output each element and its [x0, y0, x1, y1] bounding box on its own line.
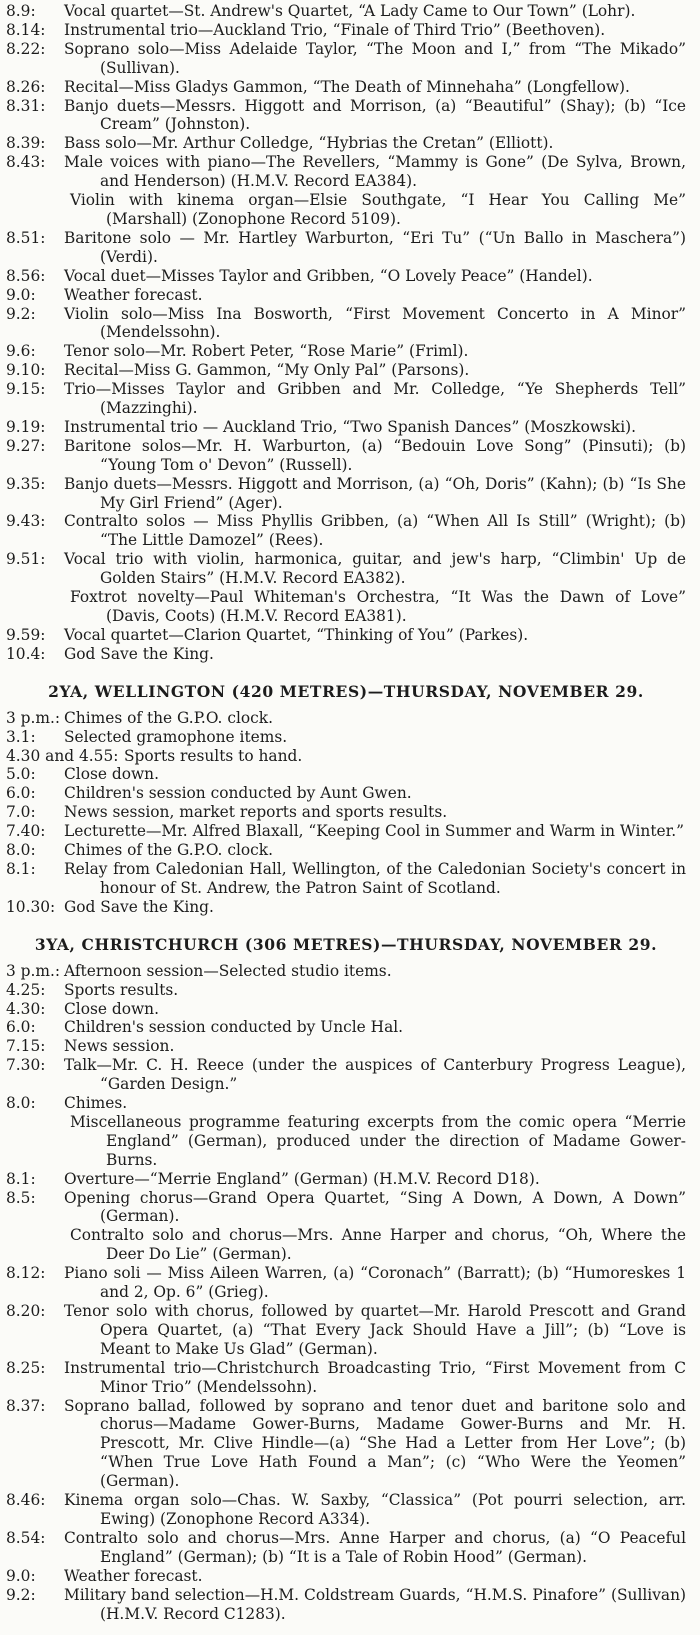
entry-text: Sports results to hand.	[124, 746, 303, 765]
entry-time: 4.30:	[6, 999, 46, 1018]
entry-text: Chimes of the G.P.O. clock.	[64, 841, 273, 860]
entry-time: 9.51:	[6, 550, 46, 569]
entry-time: 9.15:	[6, 380, 46, 399]
programme-entry	[6, 1189, 686, 1227]
programme-entry	[6, 97, 686, 135]
entry-text: Children's session conducted by Uncle Hal.	[64, 1018, 404, 1037]
entry-time: 8.14:	[6, 20, 46, 39]
entry-text: Military band selection—H.M. Coldstream Guards, “H.M.S. Pinafore” (Sullivan) (H.M.V. Record C1283).	[64, 1585, 686, 1623]
entry-text: Contralto solo and chorus—Mrs. Anne Harper and chorus, (a) “O Peaceful England” (German); (b) “It is a Tale of Robin Hood” (German).	[64, 1528, 686, 1566]
programme-entry	[6, 588, 686, 626]
entry-text: Lecturette—Mr. Alfred Blaxall, “Keeping Cool in Summer and Warm in Winter.”	[64, 822, 685, 841]
entry-text: Tenor solo with chorus, followed by quartet—Mr. Harold Prescott and Grand Opera Quartet, (a) “That Every Jack Should Have a Jill”; (b) “Love is Meant to Make Us Glad” (German).	[64, 1302, 686, 1358]
entry-time: 6.0:	[6, 1018, 36, 1037]
programme-entry	[6, 134, 686, 153]
entry-text: News session.	[64, 1037, 175, 1056]
section-title-2ya: 2YA, WELLINGTON (420 METRES)—THURSDAY, NOVEMBER 29.	[48, 681, 644, 701]
entry-text: Banjo duets—Messrs. Higgott and Morrison, (a) “Oh, Doris” (Kahn); (b) “Is She My Girl Friend” (Ager).	[64, 474, 686, 512]
entry-text: Vocal duet—Misses Taylor and Gribben, “O Lovely Peace” (Handel).	[64, 266, 593, 285]
entry-text: Children's session conducted by Aunt Gwen.	[64, 784, 412, 803]
programme-entry	[6, 191, 686, 229]
entry-text: Chimes of the G.P.O. clock.	[64, 708, 273, 727]
entry-text: Soprano solo—Miss Adelaide Taylor, “The Moon and I,” from “The Mikado” (Sullivan).	[64, 39, 686, 77]
entry-time: 7.0:	[6, 803, 36, 822]
programme-entry	[6, 512, 686, 550]
programme-entry	[6, 286, 686, 305]
entry-time: 7.30:	[6, 1056, 46, 1075]
programme-entry	[6, 1529, 686, 1567]
programme-entry	[6, 418, 686, 437]
entry-text: Sports results.	[64, 980, 179, 999]
entry-text: Baritone solo — Mr. Hartley Warburton, “Eri Tu” (“Un Ballo in Maschera”) (Verdi).	[64, 228, 686, 266]
entry-time: 8.0:	[6, 1094, 36, 1113]
entry-text: Weather forecast.	[64, 285, 203, 304]
entry-text: News session, market reports and sports results.	[64, 803, 448, 822]
entry-time: 7.40:	[6, 822, 46, 841]
entry-time: 9.35:	[6, 474, 46, 493]
programme-entry	[6, 40, 686, 78]
entry-time: 8.1:	[6, 1169, 36, 1188]
entry-time: 9.2:	[6, 1585, 36, 1604]
section-2ya	[6, 709, 686, 917]
entry-text: Instrumental trio — Auckland Trio, “Two Spanish Dances” (Moszkowski).	[64, 417, 637, 436]
programme-entry	[6, 626, 686, 645]
entry-text: Recital—Miss G. Gammon, “My Only Pal” (Parsons).	[64, 361, 470, 380]
entry-text: Overture—“Merrie England” (German) (H.M.V. Record D18).	[64, 1169, 540, 1188]
entry-text: Recital—Miss Gladys Gammon, “The Death of Minnehaha” (Longfellow).	[64, 77, 630, 96]
programme-entry	[6, 1056, 686, 1094]
entry-time: 9.0:	[6, 285, 36, 304]
programme-entry	[6, 1000, 686, 1019]
entry-time: 8.56:	[6, 266, 46, 285]
entry-time: 8.1:	[6, 859, 36, 878]
programme-entry	[6, 1359, 686, 1397]
section-continuation	[6, 2, 686, 664]
programme-entry	[6, 1567, 686, 1586]
entry-time: 3 p.m.:	[6, 961, 61, 980]
entry-text: Weather forecast.	[64, 1566, 203, 1585]
entry-time: 9.19:	[6, 417, 46, 436]
entry-time: 8.43:	[6, 153, 46, 172]
entry-text: Vocal quartet—St. Andrew's Quartet, “A Lady Came to Our Town” (Lohr).	[64, 2, 636, 20]
programme-entry	[6, 78, 686, 97]
programme-entry	[6, 784, 686, 803]
programme-entry	[6, 380, 686, 418]
entry-time: 8.22:	[6, 39, 46, 58]
entry-text: Selected gramophone items.	[64, 727, 288, 746]
entry-text: Instrumental trio—Christchurch Broadcasting Trio, “First Movement from C Minor Trio” (Mendelssohn).	[64, 1358, 686, 1396]
programme-entry	[6, 1302, 686, 1359]
programme-entry	[6, 962, 686, 981]
entry-text: Contralto solos — Miss Phyllis Gribben, (a) “When All Is Still” (Wright); (b) “The Little Damozel” (Rees).	[64, 512, 686, 550]
programme-entry	[6, 981, 686, 1000]
programme-entry	[6, 1094, 686, 1113]
programme-entry	[6, 1264, 686, 1302]
programme-entry	[6, 709, 686, 728]
entry-time: 8.5:	[6, 1188, 36, 1207]
entry-text: Tenor solo—Mr. Robert Peter, “Rose Marie” (Friml).	[64, 342, 469, 361]
programme-entry	[6, 860, 686, 898]
programme-entry	[6, 765, 686, 784]
entry-time: 8.26:	[6, 77, 46, 96]
section-3ya	[6, 962, 686, 1624]
entry-text: Baritone solos—Mr. H. Warburton, (a) “Bedouin Love Song” (Pinsuti); (b) “Young Tom o' Devon” (Russell).	[64, 436, 686, 474]
entry-text: Chimes.	[64, 1094, 128, 1113]
programme-entry	[6, 1113, 686, 1170]
entry-text: God Save the King.	[64, 644, 214, 663]
entry-text: Contralto solo and chorus—Mrs. Anne Harper and chorus, “Oh, Where the Deer Do Lie” (German).	[70, 1226, 686, 1264]
programme-entry	[6, 645, 686, 664]
programme-entry	[6, 1226, 686, 1264]
programme-entry	[6, 1037, 686, 1056]
entry-text: Violin solo—Miss Ina Bosworth, “First Movement Concerto in A Minor” (Mendelssohn).	[64, 304, 686, 342]
entry-text: Vocal quartet—Clarion Quartet, “Thinking of You” (Parkes).	[64, 625, 529, 644]
programme-entry	[6, 153, 686, 191]
entry-text: God Save the King.	[64, 897, 214, 916]
entry-time: 10.4:	[6, 644, 46, 663]
entry-time: 7.15:	[6, 1037, 46, 1056]
entry-text: Vocal trio with violin, harmonica, guitar, and jew's harp, “Climbin' Up de Golden Stairs” (H.M.V. Record EA382).	[64, 550, 686, 588]
programme-entry	[6, 342, 686, 361]
entry-text: Male voices with piano—The Revellers, “Mammy is Gone” (De Sylva, Brown, and Henderson) (H.M.V. Record EA384).	[64, 153, 686, 191]
entry-text: Instrumental trio—Auckland Trio, “Finale of Third Trio” (Beethoven).	[64, 20, 606, 39]
entry-time: 9.2:	[6, 304, 36, 323]
programme-entry	[6, 1491, 686, 1529]
entry-text: Miscellaneous programme featuring excerpts from the comic opera “Merrie England” (German), produced under the direction of Madame Gower-Burns.	[70, 1112, 686, 1169]
entry-time: 10.30:	[6, 897, 56, 916]
entry-time: 8.12:	[6, 1264, 46, 1283]
entry-text: Close down.	[64, 999, 159, 1018]
entry-time: 9.10:	[6, 361, 46, 380]
entry-text: Piano soli — Miss Aileen Warren, (a) “Coronach” (Barratt); (b) “Humoreskes 1 and 2, Op. 6” (Grieg).	[64, 1264, 686, 1302]
entry-time: 9.59:	[6, 625, 46, 644]
entry-time: 8.0:	[6, 841, 36, 860]
entry-time: 9.6:	[6, 342, 36, 361]
programme-entry	[6, 21, 686, 40]
programme-entry	[6, 822, 686, 841]
entry-text: Foxtrot novelty—Paul Whiteman's Orchestra, “It Was the Dawn of Love” (Davis, Coots) (H.M.V. Record EA381).	[70, 588, 686, 625]
entry-time: 9.43:	[6, 512, 46, 531]
entry-time: 4.25:	[6, 980, 46, 999]
entry-text: Trio—Misses Taylor and Gribben and Mr. Colledge, “Ye Shepherds Tell” (Mazzinghi).	[64, 380, 686, 418]
programme-entry	[6, 437, 686, 475]
entry-text: Close down.	[64, 765, 159, 784]
entry-text: Bass solo—Mr. Arthur Colledge, “Hybrias the Cretan” (Elliott).	[64, 134, 554, 153]
entry-time: 8.25:	[6, 1358, 46, 1377]
entry-time: 8.39:	[6, 134, 46, 153]
section-title-3ya: 3YA, CHRISTCHURCH (306 METRES)—THURSDAY, NOVEMBER 29.	[34, 934, 658, 954]
entry-text: Soprano ballad, followed by soprano and tenor duet and baritone solo and chorus—Madame Gower-Burns, Madame Gower-Burns and Mr. H. Prescott, Mr. Clive Hindle—(a) “She Had a Letter from Her Love”; (b) “When True Love Hath Found a Man”; (c) “Who Were the Yeomen” (German).	[64, 1396, 686, 1491]
programme-entry	[6, 361, 686, 380]
entry-time: 8.37:	[6, 1396, 46, 1415]
entry-time: 8.54:	[6, 1528, 46, 1547]
programme-entry	[6, 1018, 686, 1037]
entry-text: Afternoon session—Selected studio items.	[64, 961, 392, 980]
programme-entry	[6, 747, 686, 766]
programme-entry	[6, 550, 686, 588]
programme-entry	[6, 305, 686, 343]
entry-text: Violin with kinema organ—Elsie Southgate, “I Hear You Calling Me” (Marshall) (Zonophone Record 5109).	[70, 191, 686, 228]
entry-time: 9.27:	[6, 436, 46, 455]
programme-entry	[6, 2, 686, 21]
entry-time: 8.51:	[6, 228, 46, 247]
entry-text: Kinema organ solo—Chas. W. Saxby, “Classica” (Pot pourri selection, arr. Ewing) (Zonophone Record A334).	[64, 1491, 686, 1528]
entry-text: Talk—Mr. C. H. Reece (under the auspices of Canterbury Progress League), “Garden Design.”	[64, 1056, 686, 1094]
entry-time: 6.0:	[6, 784, 36, 803]
programme-entry	[6, 841, 686, 860]
programme-entry	[6, 803, 686, 822]
entry-time: 8.20:	[6, 1302, 46, 1320]
entry-time: 5.0:	[6, 765, 36, 784]
programme-entry	[6, 1586, 686, 1624]
entry-time: 4.30 and 4.55:	[6, 746, 119, 765]
entry-time: 3.1:	[6, 727, 36, 746]
programme-entry	[6, 898, 686, 917]
programme-entry	[6, 1397, 686, 1492]
programme-entry	[6, 229, 686, 267]
programme-entry	[6, 475, 686, 513]
entry-time: 8.31:	[6, 96, 46, 115]
programme-entry	[6, 267, 686, 286]
programme-entry	[6, 1170, 686, 1189]
entry-time: 8.9:	[6, 2, 36, 20]
entry-time: 3 p.m.:	[6, 708, 61, 727]
entry-text: Banjo duets—Messrs. Higgott and Morrison, (a) “Beautiful” (Shay); (b) “Ice Cream” (Johnston).	[64, 96, 686, 134]
entry-text: Opening chorus—Grand Opera Quartet, “Sing A Down, A Down, A Down” (German).	[64, 1188, 686, 1226]
entry-text: Relay from Caledonian Hall, Wellington, of the Caledonian Society's concert in honour of St. Andrew, the Patron Saint of Scotland.	[64, 859, 686, 897]
entry-time: 9.0:	[6, 1566, 36, 1585]
programme-entry	[6, 728, 686, 747]
entry-time: 8.46:	[6, 1491, 46, 1510]
